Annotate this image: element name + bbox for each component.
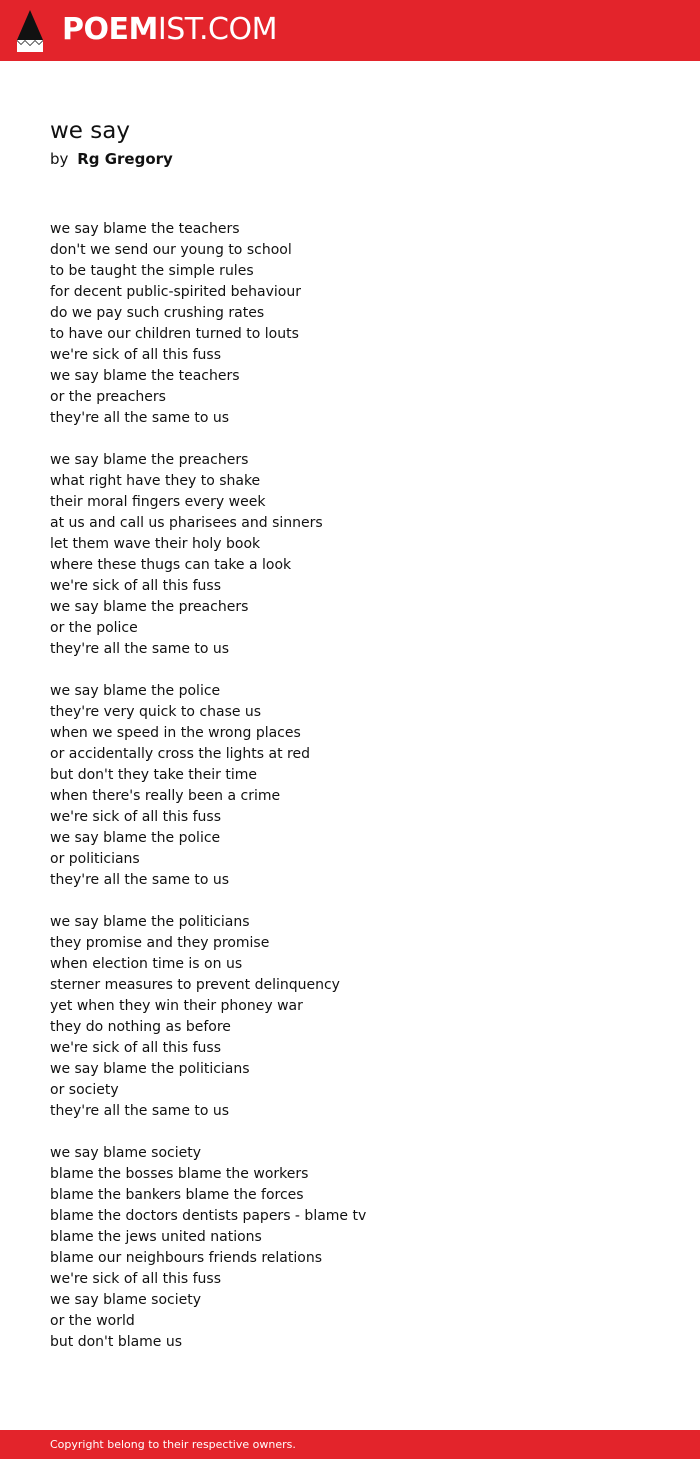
poem-line: they do nothing as before	[50, 1019, 231, 1035]
site-header	[0, 0, 700, 61]
poem-line: we say blame the teachers	[50, 368, 240, 384]
stanza-5	[50, 1143, 650, 1353]
logo-bold-part: POEM	[62, 12, 158, 47]
poem-line: where these thugs can take a look	[50, 557, 292, 573]
stanza-1	[50, 219, 650, 429]
poem-line: they're all the same to us	[50, 641, 230, 657]
by-label: by	[50, 150, 69, 168]
poem-line: we say blame the police	[50, 830, 221, 846]
poem-line: when we speed in the wrong places	[50, 725, 301, 741]
stanza-4	[50, 912, 650, 1122]
poem-line: they're very quick to chase us	[50, 704, 262, 720]
logo-light-part: IST.COM	[157, 12, 277, 47]
stanza-3	[50, 681, 650, 891]
poem-line: do we pay such crushing rates	[50, 305, 265, 321]
poem-line: for decent public-spirited behaviour	[50, 284, 301, 300]
poem-line: at us and call us pharisees and sinners	[50, 515, 323, 531]
poem-line: when election time is on us	[50, 956, 243, 972]
poem-line: but don't blame us	[50, 1334, 183, 1350]
poem-line: they're all the same to us	[50, 872, 230, 888]
poem-line: they're all the same to us	[50, 410, 230, 426]
poem-line: blame our neighbours friends relations	[50, 1250, 322, 1266]
poem-line: we say blame the preachers	[50, 599, 249, 615]
poem-line: we say blame the politicians	[50, 914, 250, 930]
stanza-2	[50, 450, 650, 660]
poem-line: we're sick of all this fuss	[50, 1271, 222, 1287]
poem-line: or the preachers	[50, 389, 166, 405]
poem-line: we're sick of all this fuss	[50, 578, 222, 594]
poem-line: we say blame the politicians	[50, 1061, 250, 1077]
poem-line: they're all the same to us	[50, 1103, 230, 1119]
poem-line: blame the bankers blame the forces	[50, 1187, 304, 1203]
poem-line: we say blame society	[50, 1145, 202, 1161]
poem-line: or the police	[50, 620, 138, 636]
poem-line: we're sick of all this fuss	[50, 1040, 222, 1056]
poem-title: we say	[50, 118, 130, 144]
copyright-notice: Copyright belong to their respective owners.	[50, 1438, 296, 1451]
poem-line: we say blame the police	[50, 683, 221, 699]
poem-line: to have our children turned to louts	[50, 326, 299, 342]
poem-line: or the world	[50, 1313, 135, 1329]
site-footer	[0, 1430, 700, 1459]
poem-line: what right have they to shake	[50, 473, 261, 489]
poem-line: blame the bosses blame the workers	[50, 1166, 309, 1182]
poem-line: let them wave their holy book	[50, 536, 261, 552]
poem-body	[50, 219, 650, 1374]
poem-line: we say blame society	[50, 1292, 202, 1308]
pencil-tip-icon[interactable]	[17, 10, 43, 52]
poem-line: or politicians	[50, 851, 140, 867]
poem-line: don't we send our young to school	[50, 242, 292, 258]
poem-line: blame the doctors dentists papers - blame tv	[50, 1208, 367, 1224]
poem-line: we say blame the teachers	[50, 221, 240, 237]
byline	[50, 149, 173, 169]
poem-line: yet when they win their phoney war	[50, 998, 303, 1014]
poem-line: or society	[50, 1082, 119, 1098]
author-name: Rg Gregory	[77, 150, 173, 168]
poem-line: but don't they take their time	[50, 767, 257, 783]
poem-line: we say blame the preachers	[50, 452, 249, 468]
poem-line: their moral fingers every week	[50, 494, 266, 510]
poem-line: when there's really been a crime	[50, 788, 281, 804]
poem-line: we're sick of all this fuss	[50, 809, 222, 825]
poem-line: we're sick of all this fuss	[50, 347, 222, 363]
poem-line: they promise and they promise	[50, 935, 270, 951]
poem-line: to be taught the simple rules	[50, 263, 254, 279]
poem-line: sterner measures to prevent delinquency	[50, 977, 340, 993]
poem-line: blame the jews united nations	[50, 1229, 262, 1245]
poem-line: or accidentally cross the lights at red	[50, 746, 311, 762]
site-logo-text[interactable]	[62, 12, 277, 48]
